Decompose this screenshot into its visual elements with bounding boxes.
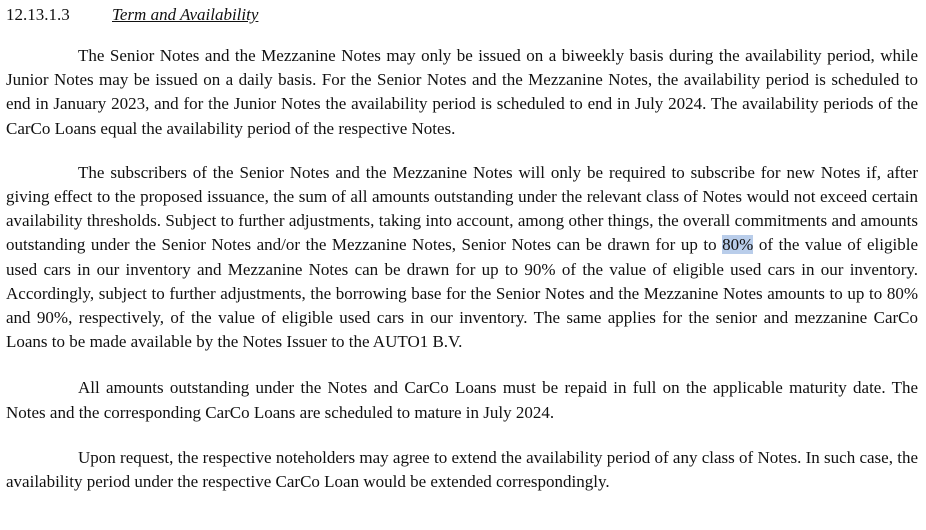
section-title: Term and Availability bbox=[112, 5, 259, 24]
paragraph-2[interactable] bbox=[6, 161, 918, 355]
paragraph-2-text-start[interactable]: The subscribers of the Senior Notes and the Mezzanine Notes will only be required to subscribe for new Notes if, after giving effect to the proposed issuance, the sum of all amounts outstanding under the relevant class of Notes would not exceed certain availability thresholds. Subject to further adjustments, taking into account, among other things, the overall commitments and amounts outstanding under the Senior Notes and/or the Mezzanine Notes, Senior Notes can be drawn for up to bbox=[6, 162, 918, 255]
section-number: 12.13.1.3 bbox=[6, 5, 70, 24]
selected-text-highlight[interactable]: 80% bbox=[722, 235, 754, 255]
document-page bbox=[6, 0, 918, 494]
paragraph-1[interactable]: The Senior Notes and the Mezzanine Notes may only be issued on a biweekly basis during the availability period, while Junior Notes may be issued on a daily basis. For the Senior Notes and the Mezzanine Notes, the availability period is scheduled to end in January 2023, and for the Junior Notes the availability period is scheduled to end in July 2024. The availability periods of the CarCo Loans equal the availability period of the respective Notes. bbox=[6, 46, 918, 138]
paragraph-4[interactable]: Upon request, the respective noteholders may agree to extend the availability period of any class of Notes. In such case, the availability period under the respective CarCo Loan would be extended correspondingly. bbox=[6, 447, 918, 492]
paragraph-2-text-end[interactable]: of the value of eligible used cars in our inventory and Mezzanine Notes can be drawn for up to 90% of the value of eligible used cars in our inventory. Accordingly, subject to further adjustments, the borrowing base for the Senior Notes and the Mezzanine Notes amounts to up to 80% and 90%, respectively, of the value of eligible used cars in our inventory. The same applies for the senior and mezzanine CarCo Loans to be made available by the Notes Issuer to the AUTO1 B.V. bbox=[6, 235, 918, 352]
section-heading bbox=[6, 4, 918, 26]
paragraph-3[interactable]: All amounts outstanding under the Notes and CarCo Loans must be repaid in full on the applicable maturity date. The Notes and the corresponding CarCo Loans are scheduled to mature in July 2024. bbox=[6, 378, 918, 422]
